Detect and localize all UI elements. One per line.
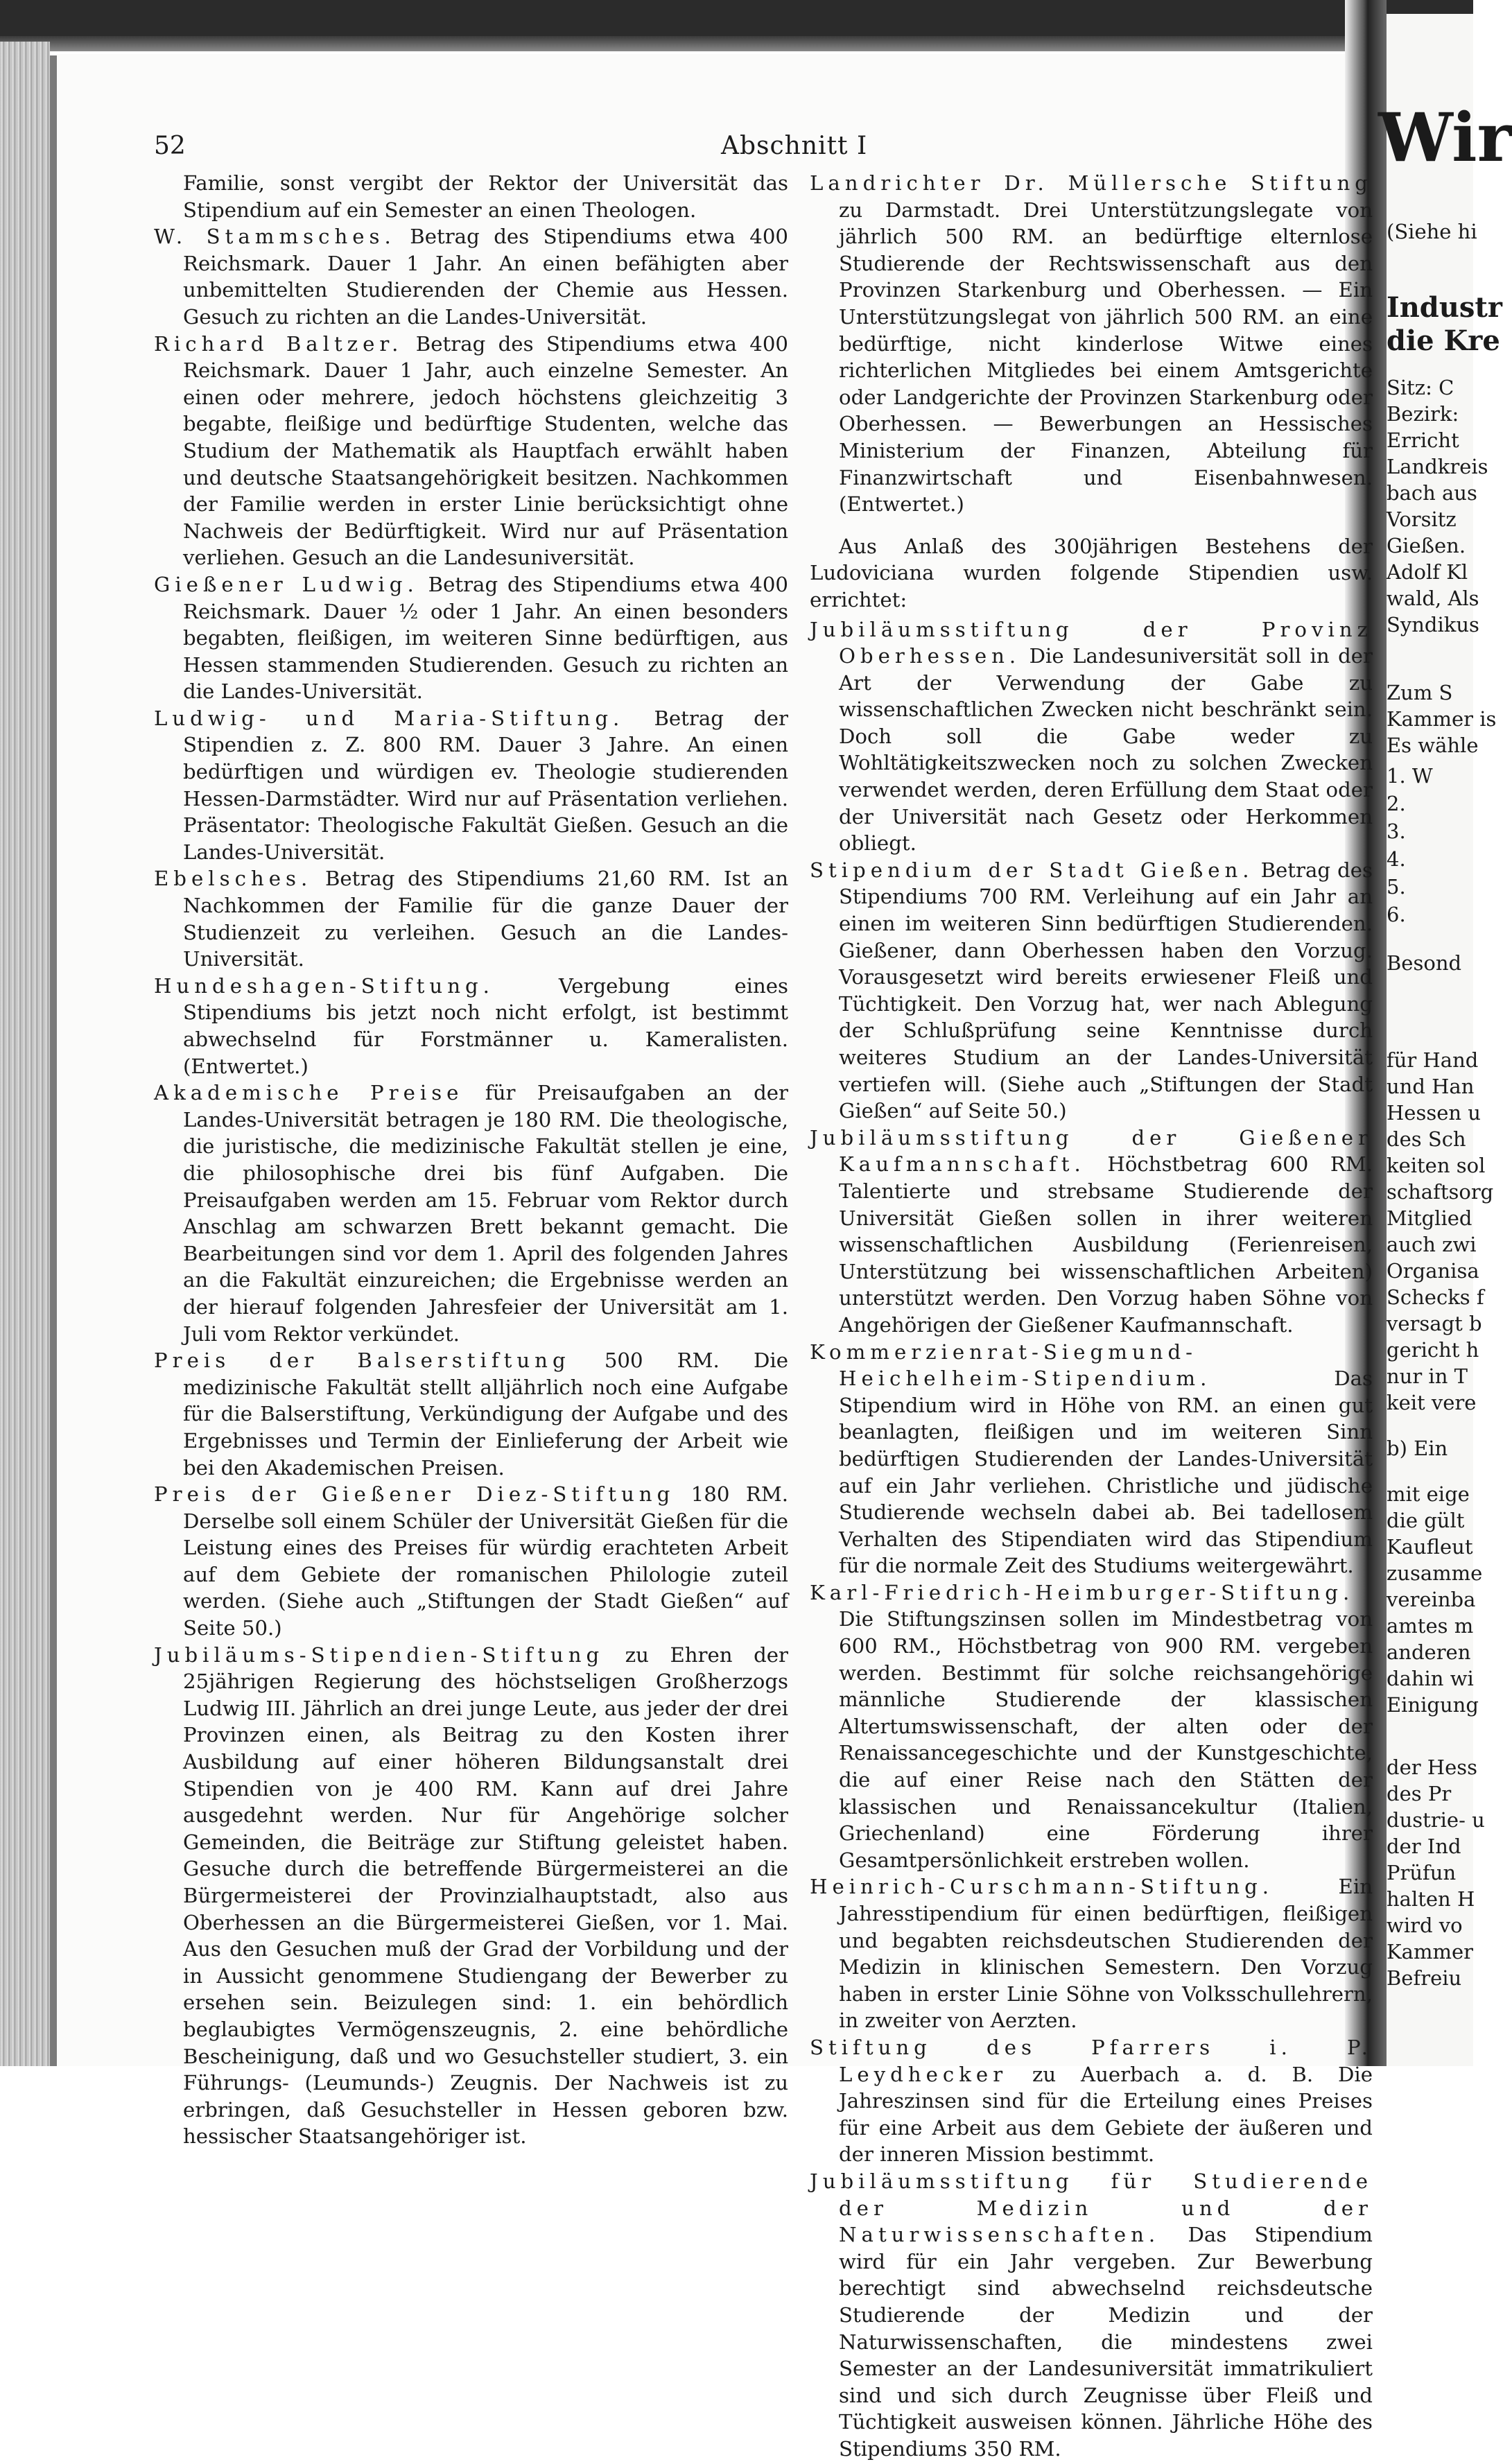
next-page-line: dustrie- u — [1387, 1808, 1485, 1832]
entry-text: Die Stiftungszinsen sollen im Mindestbetrag von 600 RM., Höchstbetrag von 900 RM. vergeben werden. Bestimmt für solche reichsangehörige männliche Studierende der klassischen Altertumswissenschaft, der alten oder der Renaissancegeschichte und der Kunstgeschichte, die auf einer Reise nach den Stätten der klassischen und Renaissancekultur (Italien, Griechenland) eine Förderung ihrer Gesamtpersönlichkeit erstreben wollen. — [839, 1607, 1373, 1872]
next-page-line: Bezirk: — [1387, 402, 1459, 426]
next-page-line: wird vo — [1387, 1914, 1463, 1937]
next-page-title: Wir — [1378, 98, 1512, 177]
entry-title: Jubiläumsstiftung der Gießener Kaufmannschaft. — [810, 1125, 1373, 1177]
next-page-line: der Hess — [1387, 1756, 1478, 1779]
next-page-line: die Kre — [1387, 324, 1500, 357]
entry-text: Das Stipendium wird für ein Jahr vergeben. Zur Bewerbung berechtigt sind abwechselnd reichsdeutsche Studierende der Medizin und der Naturwissenschaften, die mindestens zwei Semester an der Landesuniversität immatrikuliert sind und sich durch Zeugnisse über Fleiß und Tüchtigkeit ausweisen können. Jährliche Höhe des Stipendiums 350 RM. — [839, 2223, 1373, 2461]
entry-title: Stipendium der Stadt Gießen. — [810, 858, 1254, 882]
entry-title: Jubiläumsstiftung der Provinz Oberhessen. — [810, 617, 1373, 668]
entry — [154, 973, 788, 1080]
next-page-line: Vorsitz — [1387, 508, 1457, 531]
entry — [154, 331, 788, 571]
entry-title: Akademische Preise — [154, 1081, 464, 1105]
next-page-fragment — [1378, 14, 1512, 2066]
entry-text: 500 RM. Die medizinische Fakultät stellt alljährlich noch eine Aufgabe für die Balserstiftung, Verkündigung der Aufgabe und des Ergebnisses und Termin der Einlieferung der Arbeit wie bei den Akademischen Preisen. — [183, 1349, 788, 1480]
entry — [154, 170, 788, 223]
next-page-line: 2. — [1387, 792, 1406, 815]
next-page-line: Adolf Kl — [1387, 560, 1468, 584]
entry — [154, 1347, 788, 1481]
right-column — [810, 170, 1373, 2462]
entry — [810, 1873, 1373, 2034]
next-page-line: schaftsorg — [1387, 1180, 1494, 1204]
next-page-line: des Sch — [1387, 1127, 1466, 1151]
entry-title: Preis der Balserstiftung — [154, 1349, 571, 1373]
next-page-line: des Pr — [1387, 1782, 1452, 1805]
next-page-line: vereinba — [1387, 1588, 1476, 1611]
entry-title: Richard Baltzer. — [154, 331, 403, 356]
next-page-line: Kammer is — [1387, 707, 1497, 731]
scan-shadow-band — [0, 36, 1352, 51]
next-page-line: 6. — [1387, 903, 1406, 926]
next-page-line: Kaufleut — [1387, 1535, 1473, 1559]
entry — [810, 2034, 1373, 2168]
next-page-line: 1. W — [1387, 764, 1433, 788]
next-page-line: Sitz: C — [1387, 376, 1454, 399]
next-page-line: bach aus — [1387, 481, 1477, 505]
next-page-line: wald, Als — [1387, 587, 1479, 610]
running-head: Abschnitt I — [721, 132, 868, 160]
next-page-line: gericht h — [1387, 1338, 1479, 1362]
next-page-line: Einigung — [1387, 1693, 1479, 1717]
entry-title: Heinrich-Curschmann-Stiftung. — [810, 1875, 1274, 1899]
next-page-line: dahin wi — [1387, 1667, 1474, 1690]
entry-title: Landrichter Dr. Müllersche Stiftung — [810, 171, 1373, 195]
entry-title: Preis der Gießener Diez-Stiftung — [154, 1482, 675, 1507]
entry-title: Ebelsches. — [154, 867, 313, 891]
next-page-line: 5. — [1387, 875, 1406, 899]
next-page-line: Organisa — [1387, 1259, 1479, 1283]
next-page-line: Prüfun — [1387, 1861, 1457, 1884]
entry-text: Höchstbetrag 600 RM. Talentierte und strebsame Studierende der Universität Gießen sollen in ihrer weiteren wissenschaftlichen Ausbildung (Ferienreisen, Unterstützung bei wissenschaftlichen Arbeiten) unterstützt werden. Den Vorzug haben Söhne von Angehörigen der Gießener Kaufmannschaft. — [839, 1152, 1373, 1337]
next-page-line: b) Ein — [1387, 1437, 1448, 1460]
next-page-line: Mitglied — [1387, 1206, 1472, 1230]
next-page-line: 3. — [1387, 820, 1406, 843]
next-page-line: Erricht — [1387, 428, 1459, 452]
entry — [810, 616, 1373, 857]
next-page-line: zusamme — [1387, 1561, 1483, 1585]
entry — [154, 865, 788, 972]
entry-text: Familie, sonst vergibt der Rektor der Universität das Stipendium auf ein Semester an einen Theologen. — [183, 171, 788, 222]
entry — [810, 1579, 1373, 1874]
entry — [810, 170, 1373, 518]
next-page-line: Besond — [1387, 951, 1462, 975]
next-page-line: auch zwi — [1387, 1233, 1477, 1256]
entry-title: Ludwig- und Maria-Stiftung. — [154, 706, 625, 730]
page-number: 52 — [154, 132, 186, 160]
entry-text: Das Stipendium wird in Höhe von RM. an einen gut beanlagten, fleißigen und im weiteren Sinn bedürftigen Studierenden der Landes-Universität auf ein Jahr verliehen. Christliche und jüdische Studierende wechseln dabei ab. Bei tadellosem Verhalten des Stipendiaten wird das Stipendium für die normale Zeit des Studiums weitergewährt. — [839, 1367, 1373, 1578]
next-page-line: 4. — [1387, 847, 1406, 871]
next-page-line: Befreiu — [1387, 1966, 1462, 1990]
entry-title: W. Stammsches. — [154, 225, 396, 249]
book-page-edges — [0, 42, 50, 2066]
entry-text: Betrag des Stipendiums etwa 400 Reichsmark. Dauer 1 Jahr. An einen befähigten aber unbemittelten Studierenden der Chemie aus Hessen. Gesuch zu richten an die Landes-Universität. — [183, 225, 788, 329]
entry-title: Jubiläums-Stipendien-Stiftung — [154, 1642, 605, 1667]
entry-text: zu Darmstadt. Drei Unterstützungslegate von jährlich 500 RM. an bedürftige elternlose Studierende der Rechtswissenschaft aus den Provinzen Starkenburg und Oberhessen. — Ein Unterstützungslegat von jährlich 500 RM. an eine bedürftige, nicht kinderlose Witwe eines richterlichen Mitgliedes bei einem Amtsgerichte oder Landgerichte der Provinzen Starkenburg oder Oberhessen. — Bewerbungen an Hessisches Ministerium der Finanzen, Abteilung für Finanzwirtschaft und Eisenbahnwesen. (Entwertet.) — [839, 198, 1373, 517]
entry — [810, 857, 1373, 1125]
entry-title: Kommerzienrat-Siegmund-Heichelheim-Stipendium. — [810, 1340, 1212, 1391]
left-column — [154, 170, 788, 2150]
entry-text: Betrag des Stipendiums etwa 400 Reichsmark. Dauer ½ oder 1 Jahr. An einen besonders begabten, fleißigen, im weiteren Sinne bedürftigen, aus Hessen stammenden Studierenden. Gesuch zu richten an die Landes-Universität. — [183, 572, 788, 704]
next-page-line: Syndikus — [1387, 613, 1479, 636]
entry-text: Vergebung eines Stipendiums bis jetzt noch nicht erfolgt, ist bestimmt abwechselnd für Forstmänner u. Kameralisten. (Entwertet.) — [183, 973, 788, 1078]
next-page-line: keiten sol — [1387, 1154, 1486, 1177]
entry-title: Karl-Friedrich-Heimburger-Stiftung. — [810, 1580, 1355, 1604]
entry — [154, 1481, 788, 1642]
entry-text: 180 RM. Derselbe soll einem Schüler der Universität Gießen für die Leistung eines des Preises für würdig erachteten Arbeit auf dem Gebiete der romanischen Philologie zuteil werden. (Siehe auch „Stiftungen der Stadt Gießen“ auf Seite 50.) — [183, 1482, 789, 1640]
next-page-line: amtes m — [1387, 1614, 1474, 1638]
entry-text: für Preisaufgaben an der Landes-Universität betragen je 180 RM. Die theologische, die juristische, die medizinische Fakultät stellen je eine, die philosophische drei bis fünf Aufgaben. Die Preisaufgaben werden am 15. Februar vom Rektor durch Anschlag am schwarzen Brett bekannt gemacht. Die Bearbeitungen sind vor dem 1. April des folgenden Jahres an die Fakultät einzureichen; die Ergebnisse werden an der hierauf folgenden Jahresfeier der Universität am 1. Juli vom Rektor verkündet. — [183, 1081, 788, 1346]
next-page-line: anderen — [1387, 1640, 1471, 1664]
entry-text: Betrag des Stipendiums 21,60 RM. Ist an Nachkommen der Familie für die ganze Dauer der Studienzeit zu verleihen. Gesuch an die Landes-Universität. — [183, 867, 788, 971]
next-page-line: (Siehe hi — [1387, 220, 1477, 243]
entry — [154, 223, 788, 330]
entry — [154, 705, 788, 866]
next-page-line: Hessen u — [1387, 1101, 1481, 1125]
next-page-line: mit eige — [1387, 1482, 1470, 1506]
next-page-line: Schecks f — [1387, 1285, 1484, 1309]
next-page-line: Zum S — [1387, 681, 1453, 704]
next-page-line: nur in T — [1387, 1364, 1468, 1388]
next-page-line: Landkreis — [1387, 455, 1488, 478]
entry-text: Betrag des Stipendiums 700 RM. Verleihung auf ein Jahr an einen im weiteren Sinn bedürftigen Studierenden. Gießener, dann Oberhessen haben den Vorzug. Vorausgesetzt wird bereits erwiesener Fleiß und Tüchtigkeit. Den Vorzug hat, wer nach Ablegung der Schlußprüfung seine Kenntnisse durch weiteres Studium an der Landes-Universität vertiefen will. (Siehe auch „Stiftungen der Stadt Gießen“ auf Seite 50.) — [839, 858, 1373, 1123]
next-page-line: keit vere — [1387, 1391, 1477, 1414]
entry-text: Die Landesuniversität soll in der Art der Verwendung der Gabe zu wissenschaftlichen Zwecken nicht beschränkt sein. Doch soll die Gabe weder zu Wohltätigkeitszwecken noch zu solchen Zwecken verwendet werden, deren Erfüllung dem Staat oder der Universität nach Gesetz oder Herkommen obliegt. — [839, 644, 1373, 856]
entry-title: Stiftung des Pfarrers i. P. Leydhecker — [810, 2035, 1373, 2086]
entry — [154, 1080, 788, 1347]
scan-dark-border — [0, 0, 1473, 36]
entry-text: zu Auerbach a. d. B. Die Jahreszinsen sind für die Erteilung eines Preises für eine Arbeit aus dem Gebiete der äußeren und der inneren Mission bestimmt. — [839, 2062, 1373, 2167]
intro-paragraph: Aus Anlaß des 300jährigen Bestehens der Ludoviciana wurden folgende Stipendien usw. errichtet: — [810, 534, 1373, 612]
entry — [154, 571, 788, 705]
entry — [154, 1642, 788, 2150]
next-page-line: halten H — [1387, 1887, 1475, 1911]
next-page-line: die gült — [1387, 1509, 1465, 1532]
next-page-line: der Ind — [1387, 1835, 1461, 1858]
entry-text: Ein Jahresstipendium für einen bedürftigen, fleißigen und begabten reichsdeutschen Studierenden der Medizin in klinischen Semestern. Den Vorzug haben in erster Linie Söhne von Volksschullehrern, in zweiter von Aerzten. — [839, 1875, 1373, 2033]
next-page-line: Industr — [1387, 291, 1502, 324]
entry — [810, 2168, 1373, 2462]
next-page-line: Gießen. — [1387, 534, 1466, 557]
next-page-line: und Han — [1387, 1075, 1475, 1098]
entry — [810, 1339, 1373, 1579]
book-binding-shadow — [50, 55, 57, 2066]
next-page-line: Kammer — [1387, 1940, 1473, 1963]
entry-text: zu Ehren der 25jährigen Regierung des höchstseligen Großherzogs Ludwig III. Jährlich an drei junge Leute, aus jeder der drei Provinzen einen, als Beitrag zu den Kosten ihrer Ausbildung auf einer höheren Bildungsanstalt drei Stipendien von je 400 RM. Kann auf drei Jahre ausgedehnt werden. Nur für Angehörige solcher Gemeinden, die Beiträge zur Stiftung geleistet haben. Gesuche durch die betreffende Bürgermeisterei an die Bürgermeisterei der Provinzialhauptstadt, also aus Oberhessen an die Bürgermeisterei Gießen, vor 1. Mai. Aus den Gesuchen muß der Grad der Vorbildung und der in Aussicht genommene Studiengang der Bewerber zu ersehen sein. Beizulegen sind: 1. ein behördlich beglaubigtes Vermögenszeugnis, 2. eine behördliche Bescheinigung, daß und wo Gesuchsteller studiert, 3. ein Führungs- (Leumunds-) Zeugnis. Der Nachweis ist zu erbringen, daß Gesuchsteller in Hessen geboren bzw. hessischer Staatsangehöriger ist. — [183, 1642, 788, 2149]
entry-title: Gießener Ludwig. — [154, 572, 419, 596]
entry-text: Betrag der Stipendien z. Z. 800 RM. Dauer 3 Jahre. An einen bedürftigen und würdigen ev. Theologie studierenden Hessen-Darmstädter. Wird nur auf Präsentation verliehen. Präsentator: Theologische Fakultät Gießen. Gesuch an die Landes-Universität. — [183, 706, 788, 864]
next-page-line: für Hand — [1387, 1048, 1479, 1072]
entry-title: Jubiläumsstiftung für Studierende der Medizin und der Naturwissenschaften. — [810, 2169, 1373, 2247]
entry-text: Betrag des Stipendiums etwa 400 Reichsmark. Dauer 1 Jahr, auch einzelne Semester. An einen oder mehrere, jedoch höchstens gleichzeitig 3 begabte, fleißige und bedürftige Studenten, welche das Studium der Mathematik als Hauptfach erwählt haben und deutsche Staatsangehörigkeit besitzen. Nachkommen der Familie werden in erster Linie berücksichtigt ohne Nachweis der Bedürftigkeit. Wird nur auf Präsentation verliehen. Gesuch an die Landesuniversität. — [183, 331, 788, 570]
next-page-line: versagt b — [1387, 1312, 1482, 1335]
next-page-line: Es wähle — [1387, 734, 1479, 757]
entry — [810, 1125, 1373, 1339]
entry-title: Hundeshagen-Stiftung. — [154, 973, 494, 998]
